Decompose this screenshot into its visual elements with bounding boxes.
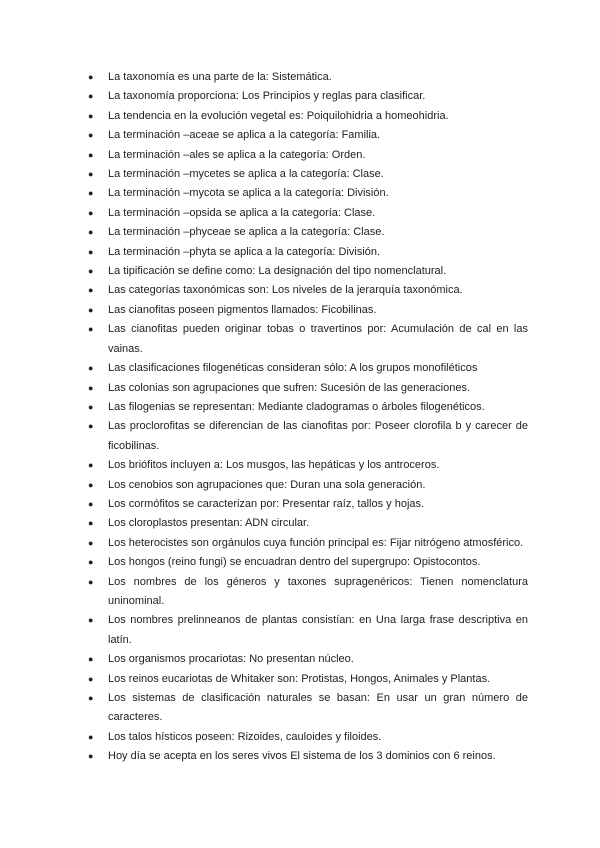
bullet-icon: ● — [88, 401, 94, 412]
list-item — [88, 495, 528, 514]
list-item — [88, 301, 528, 320]
list-item-text: Los nombres prelinneanos de plantas consistían: en Una larga frase descriptiva en latín. — [108, 614, 528, 646]
list-item — [88, 281, 528, 300]
list-item-text: Los nombres de los géneros y taxones supragenéricos: Tienen nomenclatura uninominal. — [108, 575, 528, 607]
bullet-icon: ● — [88, 149, 94, 160]
list-item — [88, 126, 528, 145]
list-item-text: La taxonomía proporciona: Los Principios y reglas para clasificar. — [108, 90, 426, 103]
list-item — [88, 476, 528, 495]
list-item-text: Las clasificaciones filogenéticas consideran sólo: A los grupos monofiléticos — [108, 362, 478, 375]
list-item-text: La terminación –mycetes se aplica a la categoría: Clase. — [108, 168, 384, 181]
list-item — [88, 243, 528, 262]
list-item-text: Los hongos (reino fungi) se encuadran dentro del supergrupo: Opistocontos. — [108, 556, 481, 569]
bullet-icon: ● — [88, 693, 94, 703]
list-item — [88, 204, 528, 223]
bullet-icon: ● — [88, 110, 94, 121]
bullet-icon: ● — [88, 557, 94, 568]
list-item-text: Los heterocistes son orgánulos cuya función principal es: Fijar nitrógeno atmosférico. — [108, 536, 524, 549]
list-item-text: Las categorías taxonómicas son: Los niveles de la jerarquía taxonómica. — [108, 284, 463, 297]
bullet-icon: ● — [88, 673, 94, 684]
list-item-text: Las colonias son agrupaciones que sufren: Sucesión de las generaciones. — [108, 381, 471, 394]
bullet-icon: ● — [88, 91, 94, 102]
list-item — [88, 417, 528, 456]
list-item — [88, 146, 528, 165]
list-item — [88, 87, 528, 106]
list-item — [88, 514, 528, 533]
bullet-icon: ● — [88, 615, 94, 626]
list-item-text: La terminación –mycota se aplica a la categoría: División. — [108, 187, 389, 200]
bullet-icon: ● — [88, 169, 94, 180]
list-item-text: Hoy día se acepta en los seres vivos El sistema de los 3 dominios con 6 reinos. — [108, 750, 496, 763]
bullet-icon: ● — [88, 266, 94, 277]
list-item-text: La terminación –phyta se aplica a la categoría: División. — [108, 245, 381, 258]
list-item-text: La terminación –ales se aplica a la categoría: Orden. — [108, 148, 366, 161]
bullet-icon: ● — [88, 479, 94, 490]
list-item — [88, 165, 528, 184]
list-item-text: La tendencia en la evolución vegetal es: Poiquilohidria a homeohidria. — [108, 109, 449, 122]
list-item — [88, 262, 528, 281]
bullet-icon: ● — [88, 382, 94, 393]
bullet-icon: ● — [88, 576, 94, 587]
bullet-icon: ● — [88, 188, 94, 199]
bullet-icon: ● — [88, 246, 94, 257]
bullet-icon: ● — [88, 498, 94, 509]
list-item-text: Los cenobios son agrupaciones que: Duran una sola generación. — [108, 478, 426, 491]
list-item — [88, 456, 528, 475]
list-item — [88, 670, 528, 689]
list-item — [88, 747, 528, 766]
bullet-icon: ● — [88, 421, 94, 432]
list-item-text: Los briófitos incluyen a: Los musgos, las hepáticas y los antroceros. — [108, 459, 440, 472]
list-item — [88, 573, 528, 612]
list-item — [88, 553, 528, 572]
list-item — [88, 184, 528, 203]
list-item-text: Los organismos procariotas: No presentan núcleo. — [108, 653, 354, 666]
bullet-icon: ● — [88, 363, 94, 374]
list-item-text: Las proclorofitas se diferencian de las cianofitas por: Poseer clorofila b y carecer de ficobilinas. — [108, 420, 528, 452]
bullet-icon: ● — [88, 460, 94, 471]
list-item — [88, 689, 528, 728]
list-item — [88, 379, 528, 398]
bullet-icon: ● — [88, 731, 94, 742]
list-item-text: Las cianofitas poseen pigmentos llamados: Ficobilinas. — [108, 303, 377, 316]
bullet-icon: ● — [88, 227, 94, 238]
bullet-icon: ● — [88, 72, 94, 82]
list-item — [88, 107, 528, 126]
list-item — [88, 728, 528, 747]
bullet-icon: ● — [88, 130, 94, 141]
list-item — [88, 359, 528, 378]
list-item — [88, 320, 528, 359]
bullet-icon: ● — [88, 304, 94, 315]
bullet-icon: ● — [88, 207, 94, 218]
list-item-text: Los sistemas de clasificación naturales se basan: En usar un gran número de caracteres. — [108, 692, 528, 724]
list-item — [88, 611, 528, 650]
bullet-icon: ● — [88, 324, 94, 335]
list-item-text: Las cianofitas pueden originar tobas o travertinos por: Acumulación de cal en las vainas. — [108, 323, 528, 355]
list-item-text: La tipificación se define como: La designación del tipo nomenclatural. — [108, 265, 447, 278]
bullet-icon: ● — [88, 285, 94, 296]
list-item — [88, 68, 528, 87]
list-item-text: Los cloroplastos presentan: ADN circular. — [108, 517, 310, 530]
bullet-list — [88, 68, 528, 767]
list-item — [88, 223, 528, 242]
list-item — [88, 534, 528, 553]
list-item-text: La terminación –opsida se aplica a la categoría: Clase. — [108, 206, 376, 219]
bullet-icon: ● — [88, 537, 94, 548]
list-item-text: La terminación –phyceae se aplica a la categoría: Clase. — [108, 226, 385, 239]
list-item-text: Los talos hísticos poseen: Rizoides, cauloides y filoides. — [108, 730, 382, 743]
list-item — [88, 398, 528, 417]
list-item-text: La taxonomía es una parte de la: Sistemática. — [108, 71, 332, 83]
list-item-text: Los cormófitos se caracterizan por: Presentar raíz, tallos y hojas. — [108, 497, 425, 510]
list-item-text: Las filogenias se representan: Mediante cladogramas o árboles filogenéticos. — [108, 400, 485, 413]
list-item-text: Los reinos eucariotas de Whitaker son: Protistas, Hongos, Animales y Plantas. — [108, 672, 491, 685]
bullet-icon: ● — [88, 654, 94, 665]
list-item — [88, 650, 528, 669]
list-item-text: La terminación –aceae se aplica a la categoría: Familia. — [108, 129, 381, 142]
bullet-icon: ● — [88, 751, 94, 762]
bullet-icon: ● — [88, 518, 94, 529]
